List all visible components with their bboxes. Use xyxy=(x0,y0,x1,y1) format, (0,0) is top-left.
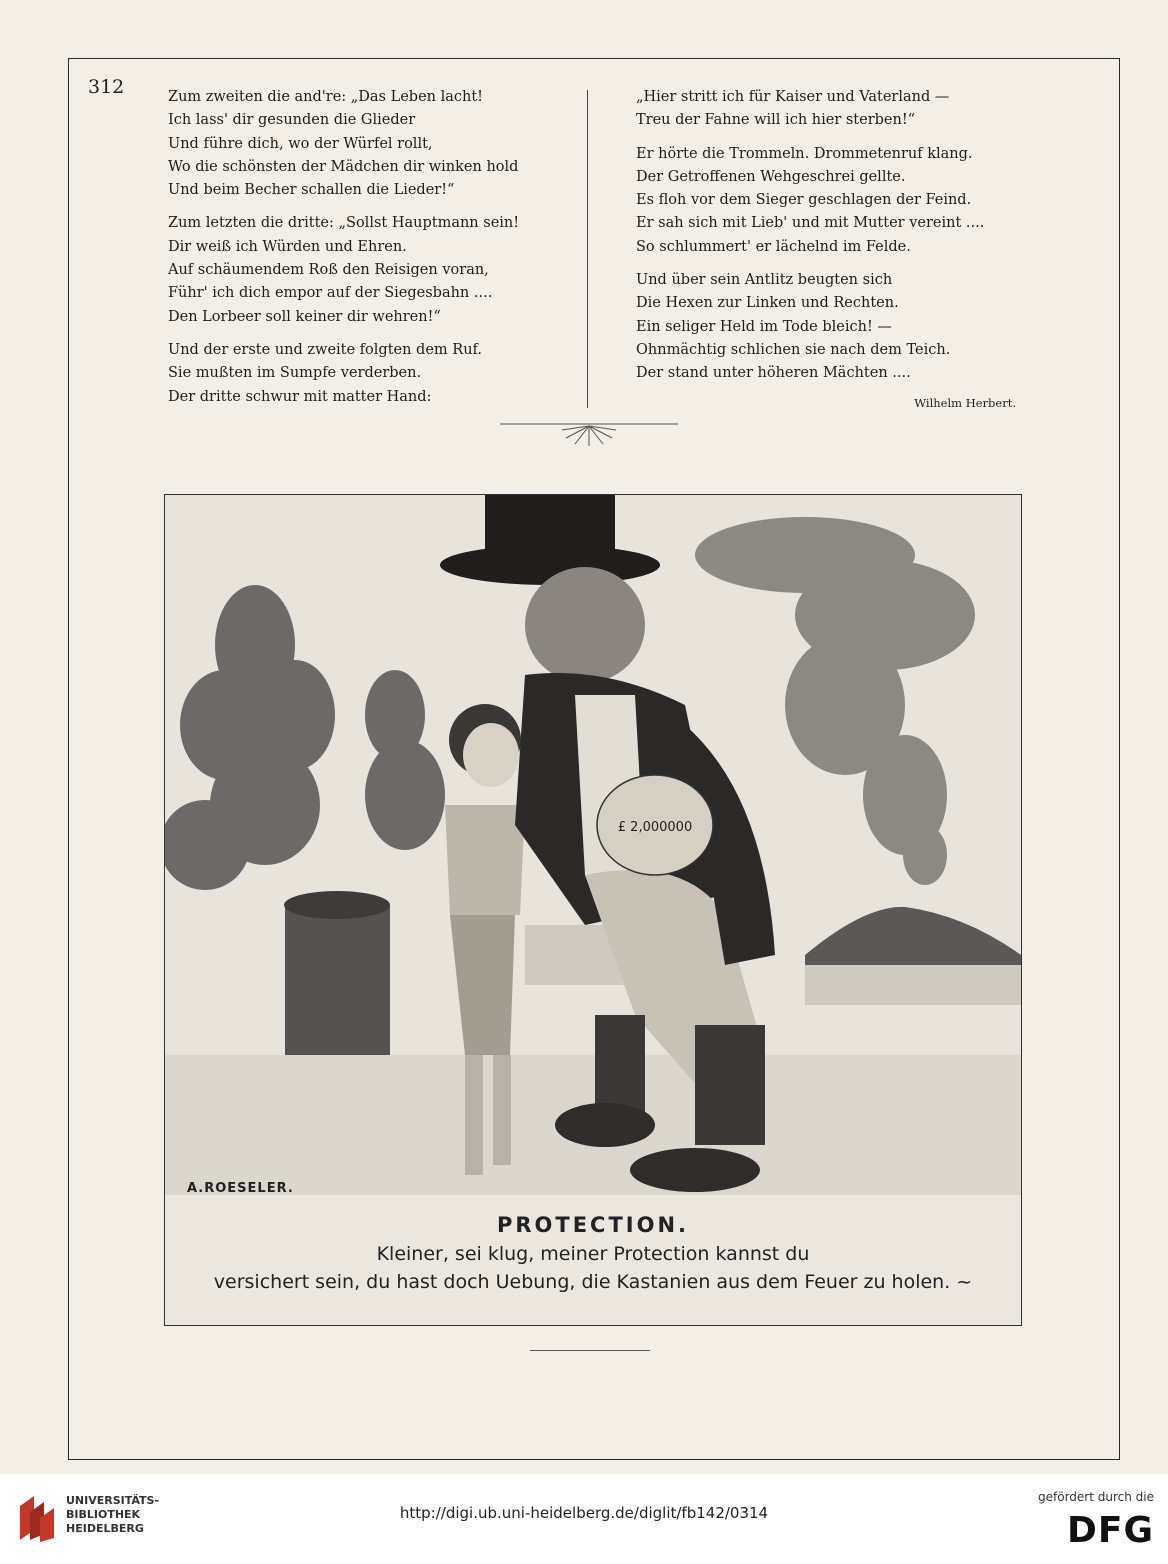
poem-stanza xyxy=(636,143,1016,259)
library-name-line: BIBLIOTHEK xyxy=(66,1508,141,1521)
poem-line: Ein seliger Held im Tode bleich! — xyxy=(636,318,892,335)
poem-line: Zum zweiten die and're: „Das Leben lacht! xyxy=(168,89,484,105)
poem-stanza xyxy=(636,86,1016,133)
cartoon-illustration xyxy=(164,494,1022,1326)
poem-line: Und führe dich, wo der Würfel rollt, xyxy=(168,135,433,152)
poem-line: Der Getroffenen Wehgeschrei gellte. xyxy=(636,168,906,185)
dfg-logo: DFG xyxy=(1066,1510,1154,1551)
money-bag-label: £ 2,000000 xyxy=(617,820,693,835)
poem-stanza xyxy=(168,339,578,409)
poem-line: Und beim Becher schallen die Lieder!“ xyxy=(168,182,455,199)
cartoon-caption-line-2: versichert sein, du hast doch Uebung, die Kastanien aus dem Feuer zu holen. ~ xyxy=(213,1271,973,1293)
poem-line: So schlummert' er lächelnd im Felde. xyxy=(636,238,911,255)
poem-line: Er sah sich mit Lieb' und mit Mutter vereint .... xyxy=(636,215,985,232)
poem-line: Führ' ich dich empor auf der Siegesbahn .... xyxy=(168,285,493,302)
funding-label: gefördert durch die xyxy=(1038,1490,1154,1504)
poem-line: Die Hexen zur Linken und Rechten. xyxy=(636,295,899,312)
column-divider xyxy=(587,90,588,408)
poem-line: Er hörte die Trommeln. Drommetenruf klang. xyxy=(636,145,973,162)
poem-stanza xyxy=(168,212,578,328)
poem-stanza xyxy=(636,269,1016,385)
poem-line: Ich lass' dir gesunden die Glieder xyxy=(168,112,416,129)
cartoon-title: PROTECTION. xyxy=(496,1213,690,1237)
bottom-rule xyxy=(530,1350,650,1351)
poem-line: Es floh vor dem Sieger geschlagen der Feind. xyxy=(636,192,972,209)
poem-line: Der stand unter höheren Mächten .... xyxy=(636,365,911,382)
poem-line: Und über sein Antlitz beugten sich xyxy=(636,272,893,289)
cartoon-drawing xyxy=(165,495,1021,1195)
poem-author: Wilhelm Herbert. xyxy=(914,395,1016,410)
digitization-footer xyxy=(0,1474,1168,1564)
poem-line: Auf schäumendem Roß den Reisigen voran, xyxy=(168,262,489,279)
library-name-line: UNIVERSITÄTS- xyxy=(66,1494,160,1507)
cartoon-caption-line-1: Kleiner, sei klug, meiner Protection kannst du xyxy=(376,1243,810,1265)
poem-line: Sie mußten im Sumpfe verderben. xyxy=(168,365,422,382)
ornament-divider xyxy=(500,414,678,450)
page-number: 312 xyxy=(88,76,125,98)
poem-line: „Hier stritt ich für Kaiser und Vaterland — xyxy=(636,89,950,105)
poem-line: Der dritte schwur mit matter Hand: xyxy=(168,388,432,405)
poem-line: Und der erste und zweite folgten dem Ruf. xyxy=(168,341,482,358)
permalink-url[interactable]: http://digi.ub.uni-heidelberg.de/diglit/fb142/0314 xyxy=(399,1504,769,1522)
poem-line: Dir weiß ich Würden und Ehren. xyxy=(168,238,407,255)
poem-stanza xyxy=(168,86,578,202)
library-name-line: HEIDELBERG xyxy=(66,1522,144,1535)
poem-line: Zum letzten die dritte: „Sollst Hauptmann sein! xyxy=(168,215,520,232)
poem-right-column xyxy=(636,86,1016,415)
poem-line: Ohnmächtig schlichen sie nach dem Teich. xyxy=(636,341,951,358)
poem-left-column xyxy=(168,86,578,419)
poem-line: Den Lorbeer soll keiner dir wehren!“ xyxy=(168,308,441,325)
artist-signature: A.ROESELER. xyxy=(187,1181,294,1196)
poem-line: Wo die schönsten der Mädchen dir winken hold xyxy=(168,158,519,175)
poem-line: Treu der Fahne will ich hier sterben!“ xyxy=(636,112,916,129)
